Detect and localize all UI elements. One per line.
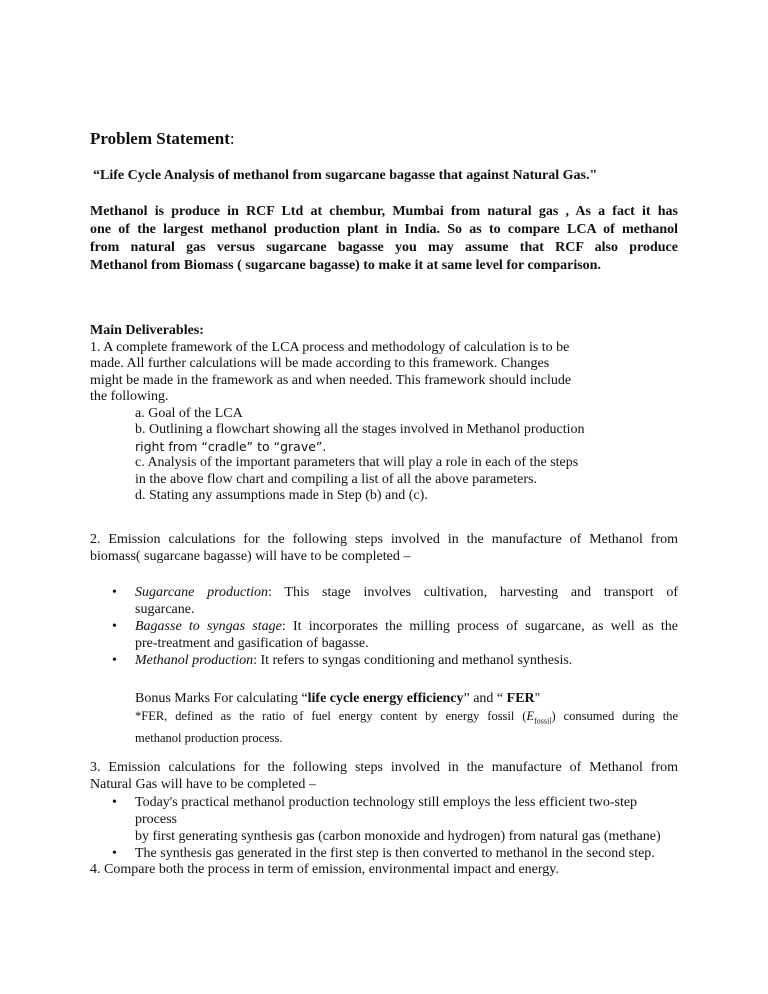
intro-line: from natural gas versus sugarcane bagasse you may assume that RCF also produce [90, 240, 678, 255]
fer-line-cont: methanol production process. [135, 730, 283, 745]
bonus-marks-line [135, 690, 678, 707]
bullet-icon: • [112, 653, 117, 668]
bullet-term: Methanol production [135, 653, 254, 668]
deliverable-item-c: c. Analysis of the important parameters that will play a role in each of the steps [135, 455, 579, 470]
bonus-term-fer: FER [506, 691, 535, 706]
deliverable-item-b-cont: right from “cradle” to “grave”. [135, 438, 327, 454]
list-item [90, 845, 678, 862]
bullet-text: : It refers to syngas conditioning and methanol synthesis. [253, 653, 573, 668]
bullet-text: : This stage involves cultivation, harvesting and transport of [268, 585, 679, 600]
section-2-paragraph [90, 531, 678, 565]
bullet-line [135, 652, 678, 669]
intro-line: Methanol from Biomass ( sugarcane bagasse) to make it at same level for comparison. [90, 258, 601, 273]
section-2-line: 2. Emission calculations for the following steps involved in the manufacture of Methanol from [90, 532, 678, 547]
fer-text: *FER, defined as the ratio of fuel energy content by energy fossil ( [135, 709, 527, 723]
deliverable-item-a: a. Goal of the LCA [135, 405, 243, 421]
biomass-steps-list [90, 584, 678, 669]
bullet-term: Sugarcane production [135, 585, 269, 600]
bullet-line-cont: pre-treatment and gasification of bagasse. [135, 636, 369, 651]
bullet-line [135, 584, 678, 601]
bullet-line: The synthesis gas generated in the first step is then converted to methanol in the second step. [135, 846, 655, 861]
deliverables-line: might be made in the framework as and when needed. This framework should include [90, 372, 572, 388]
bullet-term: Bagasse to syngas stage [135, 619, 282, 634]
list-item [90, 794, 678, 845]
bullet-icon: • [112, 795, 117, 810]
list-item [90, 618, 678, 652]
heading-text: Problem Statement [90, 129, 230, 148]
intro-line: one of the largest methanol production plant in India. So as to compare LCA of methanol [90, 222, 678, 237]
intro-line: Methanol is produce in RCF Ltd at chembur, Mumbai from natural gas , As a fact it has [90, 204, 678, 219]
bonus-mid: ” and “ [463, 691, 507, 706]
fer-text-end: ) consumed during the [551, 709, 678, 723]
deliverables-line: the following. [90, 389, 169, 404]
fer-subscript: fossil [534, 716, 552, 726]
deliverable-item-c-cont: in the above flow chart and compiling a list of all the above parameters. [135, 471, 537, 487]
bullet-icon: • [112, 846, 117, 861]
bullet-icon: • [112, 619, 117, 634]
bonus-prefix: Bonus Marks For calculating “ [135, 691, 308, 706]
deliverables-line: 1. A complete framework of the LCA process and methodology of calculation is to be [90, 339, 570, 355]
bonus-suffix: " [534, 691, 541, 706]
deliverable-item-d: d. Stating any assumptions made in Step (b) and (c). [135, 488, 428, 503]
project-title-quote: “Life Cycle Analysis of methanol from sugarcane bagasse that against Natural Gas." [93, 168, 598, 183]
bullet-line [135, 618, 678, 635]
bullet-text: : It incorporates the milling process of sugarcane, as well as the [281, 619, 678, 634]
bonus-term-efficiency: life cycle energy efficiency [307, 691, 464, 706]
fer-line [135, 708, 678, 730]
deliverables-section [90, 323, 678, 505]
fer-definition [135, 708, 678, 747]
deliverables-line: made. All further calculations will be made according to this framework. Changes [90, 356, 550, 371]
bullet-line: Today's practical methanol production technology still employs the less efficient two-step process [135, 795, 638, 827]
natural-gas-steps-list [90, 794, 678, 862]
section-4-paragraph: 4. Compare both the process in term of emission, environmental impact and energy. [90, 862, 559, 877]
bullet-line-cont: by first generating synthesis gas (carbon monoxide and hydrogen) from natural gas (methane) [135, 829, 661, 844]
deliverables-title: Main Deliverables: [90, 323, 204, 338]
section-3-paragraph [90, 759, 678, 793]
intro-paragraph [90, 203, 678, 275]
bullet-line-cont: sugarcane. [135, 602, 195, 617]
section-3-line: Natural Gas will have to be completed – [90, 777, 316, 792]
section-3-line: 3. Emission calculations for the following steps involved in the manufacture of Methanol from [90, 760, 678, 775]
section-2-line: biomass( sugarcane bagasse) will have to be completed – [90, 549, 411, 564]
heading-colon: : [229, 129, 235, 148]
page-title [90, 129, 678, 149]
list-item [90, 652, 678, 669]
bullet-icon: • [112, 585, 117, 600]
deliverable-item-b: b. Outlining a flowchart showing all the stages involved in Methanol production [135, 422, 585, 437]
list-item [90, 584, 678, 618]
fer-symbol: E [526, 709, 535, 723]
